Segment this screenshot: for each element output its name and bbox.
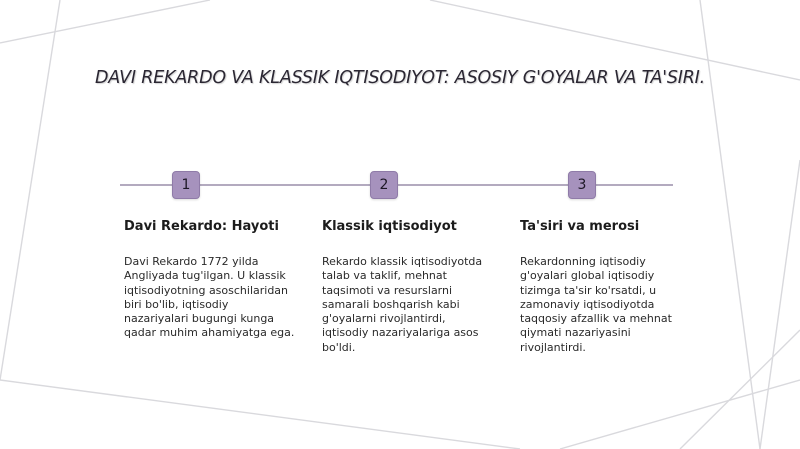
slide-title: DAVI REKARDO VA KLASSIK IQTISODIYOT: ASOSIY G'OYALAR VA TA'SIRI. bbox=[94, 68, 706, 88]
timeline-item-body: Davi Rekardo 1772 yilda Angliyada tug'ilgan. U klassik iqtisodiyotning asoschilaridan biri bo'lib, iqtisodiy nazariyalari bugungi kunga qadar muhim ahamiyatga ega. bbox=[124, 255, 295, 340]
timeline-item-2 bbox=[322, 219, 494, 355]
timeline-marker-2: 2 bbox=[370, 171, 398, 199]
timeline-item-heading: Klassik iqtisodiyot bbox=[322, 219, 457, 234]
timeline-item-heading: Ta'siri va merosi bbox=[520, 219, 640, 234]
timeline-item-1 bbox=[124, 219, 296, 341]
timeline-marker-1: 1 bbox=[172, 171, 200, 199]
timeline-item-heading: Davi Rekardo: Hayoti bbox=[124, 219, 279, 234]
timeline-item-body: Rekardo klassik iqtisodiyotda talab va taklif, mehnat taqsimoti va resurslarni samarali boshqarish kabi g'oyalarni rivojlantirdi, iqtisodiy nazariyalariga asos bo'ldi. bbox=[322, 255, 483, 354]
timeline-item-3 bbox=[520, 219, 692, 355]
timeline-marker-3: 3 bbox=[568, 171, 596, 199]
timeline-item-body: Rekardonning iqtisodiy g'oyalari global iqtisodiy tizimga ta'sir ko'rsatdi, u zamonaviy iqtisodiyotda taqqosiy afzallik va mehnat qiymati nazariyasini rivojlantirdi. bbox=[520, 255, 672, 354]
